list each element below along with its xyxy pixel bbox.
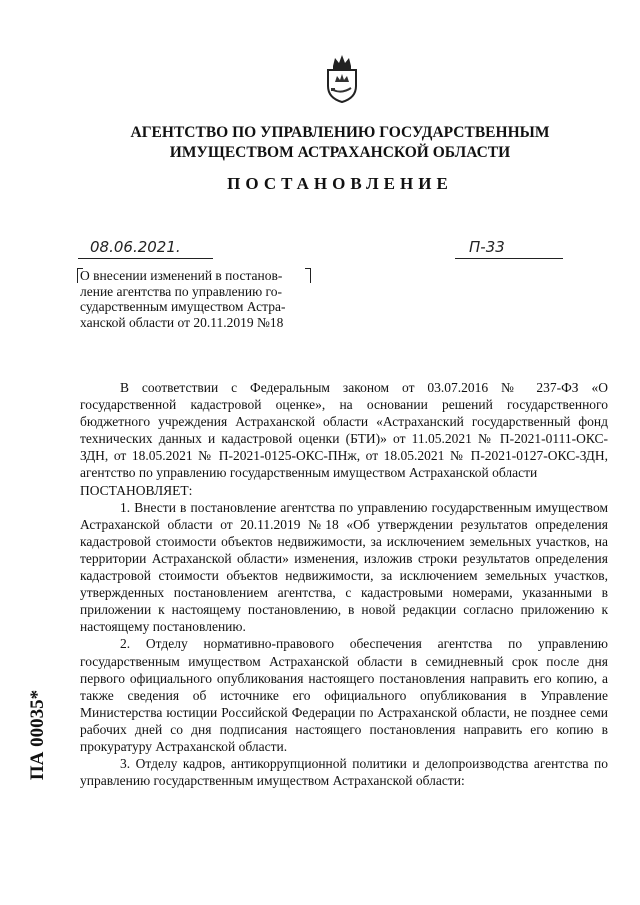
subject-line: ханской области от 20.11.2019 №18 bbox=[80, 314, 284, 330]
item-1-paragraph: 1. Внести в постановление агентства по управлению государственным имуществом Астраханской области от 20.11.2019 №18 «Об утверждении результатов определения кадастровой стоимости объектов недвижимости, за исключением земельных участков, на территории Астраханской области» изменения, изложив строки результатов определения кадастровой стоимости объектов недвижимости, за исключением земельных участков, утвержденных постановлением агентства, с кадастровыми номерами, указанными в приложении к настоящему постановлению, в новой редакции согласно приложению к настоящему постановлению. bbox=[80, 499, 608, 635]
registration-stamp bbox=[26, 655, 50, 815]
number-field bbox=[455, 238, 563, 259]
registration-stamp-text: ПА 00035* bbox=[27, 689, 48, 781]
number-value: П-33 bbox=[469, 238, 505, 256]
subject-bracket-right bbox=[305, 268, 311, 283]
item-3-paragraph: 3. Отделу кадров, антикоррупционной политики и делопроизводства агентства по управлению государственным имуществом Астраханской области: bbox=[80, 756, 608, 789]
subject-block bbox=[80, 268, 320, 330]
preamble-paragraph: В соответствии с Федеральным законом от 03.07.2016 № 237-ФЗ «О государственной кадастровой оценке», на основании решений государственного бюджетного учреждения Астраханской области «Астраханский государственный фонд технических данных и кадастровой оценки (БТИ)» от 11.05.2021 № П-2021-0111-ОКС-ЗДН, от 18.05.2021 № П-2021-0125-ОКС-ПНж, от 18.05.2021 № П-2021-0127-ОКС-ЗДН, агентство по управлению государственным имуществом Астраханской области bbox=[80, 380, 608, 481]
organization-name-line2: ИМУЩЕСТВОМ АСТРАХАНСКОЙ ОБЛАСТИ bbox=[169, 144, 511, 161]
document-type-title: ПОСТАНОВЛЕНИЕ bbox=[227, 174, 453, 193]
subject-line: ление агентства по управлению го- bbox=[80, 283, 282, 299]
resolves-heading: ПОСТАНОВЛЯЕТ: bbox=[80, 482, 193, 498]
subject-bracket-left bbox=[77, 268, 83, 283]
item-2-paragraph: 2. Отделу нормативно-правового обеспечения агентства по управлению государственным имуществом Астраханской области в семидневный срок после дня первого официального опубликования настоящего постановления направить его копию, а также сведения об источнике его официального опубликования в Управление Министерства юстиции Российской Федерации по Астраханской области, не позднее семи рабочих дней со дня подписания настоящего постановления направить его копию в прокуратуру Астраханской области. bbox=[80, 636, 608, 754]
coat-of-arms-emblem bbox=[322, 52, 362, 104]
date-value: 08.06.2021. bbox=[90, 238, 181, 256]
date-field bbox=[78, 238, 213, 259]
organization-name-line1: АГЕНТСТВО ПО УПРАВЛЕНИЮ ГОСУДАРСТВЕННЫМ bbox=[130, 124, 550, 141]
document-body bbox=[80, 379, 608, 789]
subject-line: сударственным имуществом Астра- bbox=[80, 299, 286, 314]
subject-line: О внесении изменений в постанов- bbox=[80, 268, 283, 283]
